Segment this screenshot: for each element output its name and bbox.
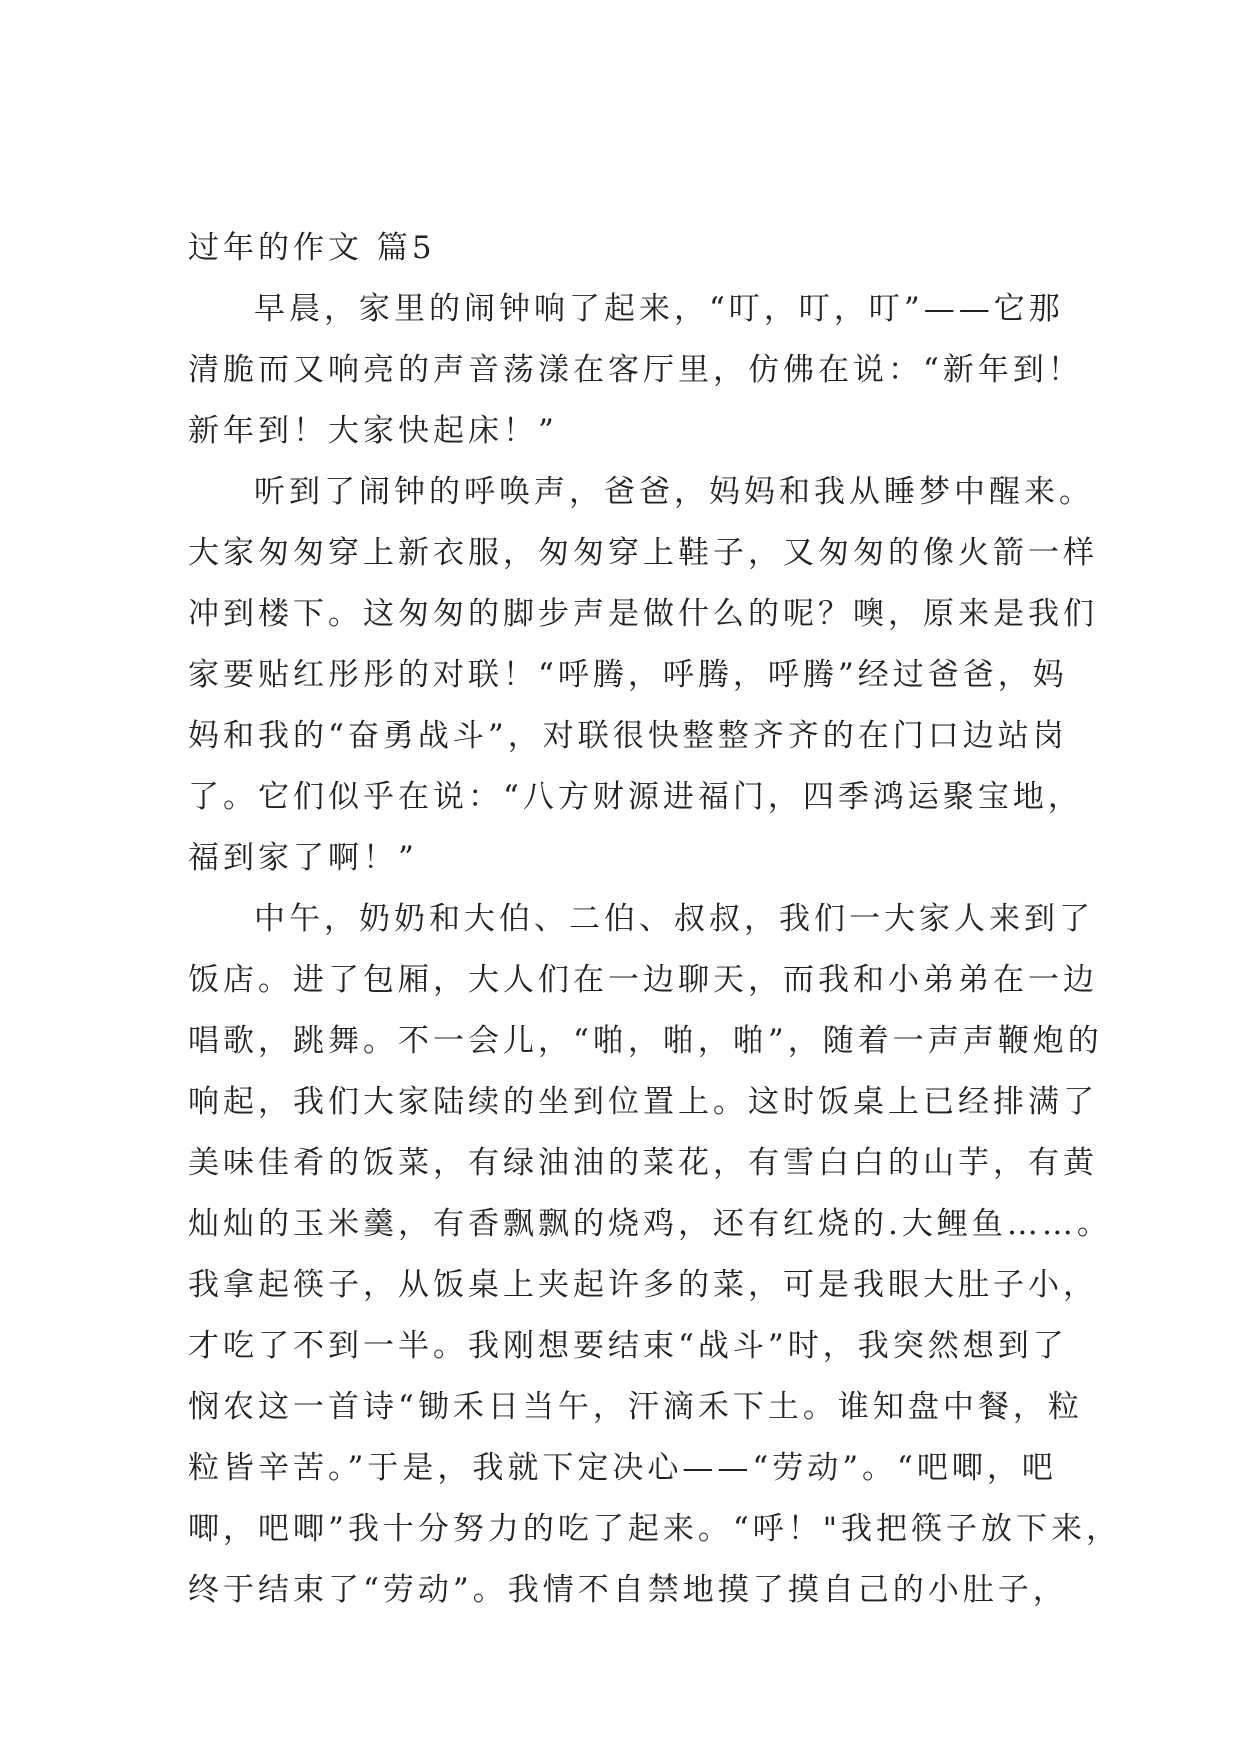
paragraph-line: 家要贴红彤彤的对联！“呼腾，呼腾，呼腾”经过爸爸，妈 — [188, 657, 1068, 693]
paragraph-line: 清脆而又响亮的声音荡漾在客厅里，仿佛在说：“新年到！ — [188, 352, 1083, 388]
document-body — [188, 218, 1121, 1621]
paragraph-line: 唱歌，跳舞。不一会儿，“啪，啪，啪”，随着一声声鞭炮的 — [188, 1023, 1103, 1059]
paragraph-line: 终于结束了“劳动”。我情不自禁地摸了摸自己的小肚子， — [188, 1572, 1068, 1608]
paragraph-line: 大家匆匆穿上新衣服，匆匆穿上鞋子，又匆匆的像火箭一样 — [188, 535, 1098, 571]
paragraph-line: 早晨，家里的闹钟响了起来，“叮，叮，叮”——它那 — [254, 291, 1064, 327]
paragraph — [188, 462, 1098, 889]
paragraph-line: 我拿起筷子，从饭桌上夹起许多的菜，可是我眼大肚子小， — [188, 1267, 1098, 1303]
paragraph-line: 中午，奶奶和大伯、二伯、叔叔，我们一大家人来到了 — [254, 901, 1094, 937]
page-title: 过年的作文 篇5 — [188, 230, 436, 266]
paragraph-line: 唧，吧唧”我十分努力的吃了起来。“呼！"我把筷子放下来， — [188, 1511, 1121, 1547]
paragraph-line: 妈和我的“奋勇战斗”，对联很快整整齐齐的在门口边站岗 — [188, 718, 1068, 754]
paragraph-line: 冲到楼下。这匆匆的脚步声是做什么的呢？噢，原来是我们 — [188, 596, 1098, 632]
paragraph-line: 福到家了啊！” — [188, 840, 418, 876]
paragraph-line: 听到了闹钟的呼唤声，爸爸，妈妈和我从睡梦中醒来。 — [254, 474, 1094, 510]
paragraph-line: 悯农这一首诗“锄禾日当午，汗滴禾下土。谁知盘中餐，粒 — [188, 1389, 1083, 1425]
paragraph-line: 了。它们似乎在说：“八方财源进福门，四季鸿运聚宝地， — [188, 779, 1083, 815]
paragraph-line: 响起，我们大家陆续的坐到位置上。这时饭桌上已经排满了 — [188, 1084, 1098, 1120]
paragraph-line: 灿灿的玉米羹，有香飘飘的烧鸡，还有红烧的.大鲤鱼……。 — [188, 1206, 1112, 1242]
paragraph — [188, 279, 1083, 462]
paragraph — [188, 889, 1121, 1621]
paragraph-line: 才吃了不到一半。我刚想要结束“战斗”时，我突然想到了 — [188, 1328, 1068, 1364]
paragraph-line: 粒皆辛苦。”于是，我就下定决心——“劳动”。“吧唧，吧 — [188, 1450, 1057, 1486]
paragraph-line: 新年到！大家快起床！” — [188, 413, 558, 449]
paragraph-line: 美味佳肴的饭菜，有绿油油的菜花，有雪白白的山芋，有黄 — [188, 1145, 1098, 1181]
paragraph-line: 饭店。进了包厢，大人们在一边聊天，而我和小弟弟在一边 — [188, 962, 1098, 998]
paragraph-list — [188, 279, 1121, 1621]
